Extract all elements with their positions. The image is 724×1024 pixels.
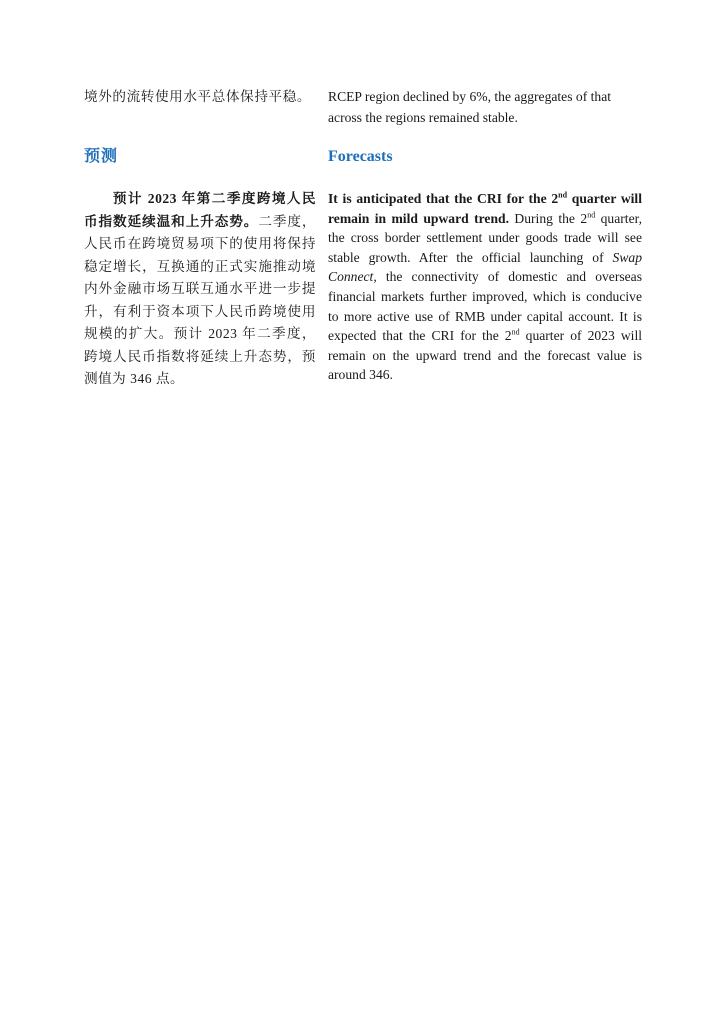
forecast-paragraph-en: It is anticipated that the CRI for the 2nd quarter will remain in mild upward trend. During the 2nd quarter, the cross border settlement under goods trade will see stable growth. After the official launching of Swap Connect, the connectivity of domestic and overseas financial markets further improved, which is conducive to more active use of RMB under capital account. It is expected that the CRI for the 2nd quarter of 2023 will remain on the upward trend and the forecast value is around 346. [328,190,642,383]
forecast-lead-cn: 预计 2023 年第二季度跨境人民币指数延续温和上升态势。 [84,191,316,229]
en-continuation-line-2: across the regions remained stable. [328,110,518,125]
swap-connect-term: Swap Connect [328,249,642,285]
en-continuation-text [328,86,642,128]
section-heading-en: Forecasts [328,148,393,165]
section-heading-cn: 预测 [84,148,119,165]
en-continuation-line-1: RCEP region declined by 6%, the aggregates of that [328,89,611,104]
forecast-paragraph-cn [84,188,316,391]
forecast-lead-en: It is anticipated that the CRI for the 2nd quarter will remain in mild upward trend. [328,190,642,226]
cn-continuation-text: 境外的流转使用水平总体保持平稳。 [84,89,312,104]
forecast-body-cn: 二季度，人民币在跨境贸易项下的使用将保持稳定增长，互换通的正式实施推动境内外金融市场互联互通水平进一步提升，有利于资本项下人民币跨境使用规模的扩大。预计 2023 年二季度，跨境人民币指数将延续上升态势，预测值为 346 点。 [84,213,317,386]
